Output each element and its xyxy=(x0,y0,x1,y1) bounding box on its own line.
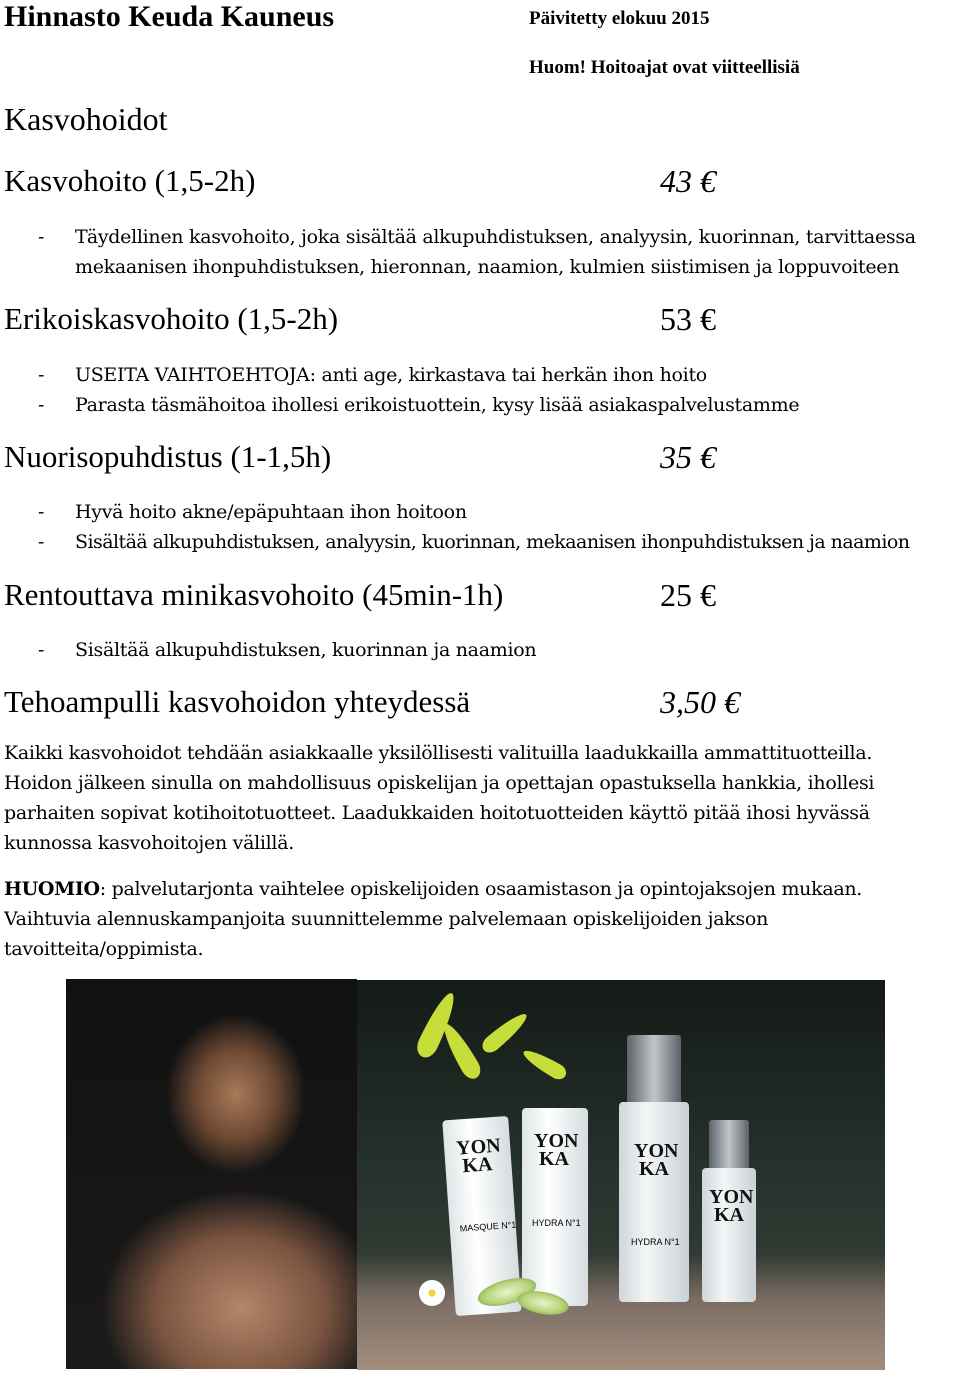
product-label: HYDRA N°1 xyxy=(631,1237,680,1247)
list-item: - Sisältää alkupuhdistuksen, analyysin, kuorinnan, mekaanisen ihonpuhdistuksen ja naamion xyxy=(38,531,910,553)
hydra-tube: YON KA HYDRA N°1 xyxy=(522,1108,588,1306)
leaf-icon xyxy=(479,1009,531,1057)
info-paragraph-line: Hoidon jälkeen sinulla on mahdollisuus opiskelijan ja opettajan opastuksella hankkia, ihollesi xyxy=(4,772,875,794)
duration-note: Huom! Hoitoajat ovat viitteellisiä xyxy=(529,57,800,78)
info-paragraph-line: kunnossa kasvohoitojen välillä. xyxy=(4,832,294,854)
list-item: - Sisältää alkupuhdistuksen, kuorinnan ja naamion xyxy=(38,639,537,661)
woman-photo xyxy=(66,979,357,1369)
notice-line: HUOMIO: palvelutarjonta vaihtelee opiskelijoiden osaamistason ja opintojaksojen mukaan. xyxy=(4,878,863,900)
list-item: - Parasta täsmähoitoa ihollesi erikoistuottein, kysy lisää asiakaspalvelustamme xyxy=(38,394,800,416)
product-photo xyxy=(357,980,885,1370)
service-price: 25 € xyxy=(660,577,716,613)
section-title: Kasvohoidot xyxy=(4,101,168,137)
leaf-icon xyxy=(520,1046,569,1083)
info-paragraph-line: parhaiten sopivat kotihoitotuotteet. Laadukkaiden hoitotuotteiden käyttö pitää ihosi hyvässä xyxy=(4,802,870,824)
masque-tube: YON KA MASQUE N°1 xyxy=(442,1116,522,1316)
service-price: 53 € xyxy=(660,301,716,337)
service-price: 43 € xyxy=(660,163,716,199)
updated-date: Päivitetty elokuu 2015 xyxy=(529,8,710,29)
service-name: Erikoiskasvohoito (1,5-2h) xyxy=(4,301,339,336)
serum-bottle: YON KA HYDRA N°1 xyxy=(619,1102,689,1302)
serum-bottle: YON KA xyxy=(702,1168,756,1302)
bottle-cap xyxy=(709,1120,749,1172)
service-price: 35 € xyxy=(660,439,716,475)
notice-label: HUOMIO xyxy=(4,878,100,900)
flower-icon xyxy=(419,1280,445,1306)
service-name: Nuorisopuhdistus (1-1,5h) xyxy=(4,439,332,474)
product-label: HYDRA N°1 xyxy=(532,1218,581,1228)
list-item: - Hyvä hoito akne/epäpuhtaan ihon hoitoon xyxy=(38,501,467,523)
service-price: 3,50 € xyxy=(660,684,740,720)
bottle-cap xyxy=(627,1035,681,1105)
notice-line: Vaihtuvia alennuskampanjoita suunnittelemme palvelemaan opiskelijoiden jakson xyxy=(4,908,769,930)
info-paragraph-line: Kaikki kasvohoidot tehdään asiakkaalle yksilöllisesti valituilla laadukkailla ammattituotteilla. xyxy=(4,742,873,764)
page-title: Hinnasto Keuda Kauneus xyxy=(4,0,335,33)
service-name: Rentouttava minikasvohoito (45min-1h) xyxy=(4,577,504,612)
list-item: - Täydellinen kasvohoito, joka sisältää alkupuhdistuksen, analyysin, kuorinnan, tarvittaessa xyxy=(38,226,916,248)
product-label: MASQUE N°1 xyxy=(459,1219,517,1234)
service-name: Kasvohoito (1,5-2h) xyxy=(4,163,256,198)
leaf-icon xyxy=(438,1020,485,1083)
notice-line: tavoitteita/oppimista. xyxy=(4,938,204,960)
list-item: - USEITA VAIHTOEHTOJA: anti age, kirkastava tai herkän ihon hoito xyxy=(38,364,707,386)
service-name: Tehoampulli kasvohoidon yhteydessä xyxy=(4,684,471,719)
list-item-continuation: mekaanisen ihonpuhdistuksen, hieronnan, naamion, kulmien siistimisen ja loppuvoiteen xyxy=(75,256,900,278)
